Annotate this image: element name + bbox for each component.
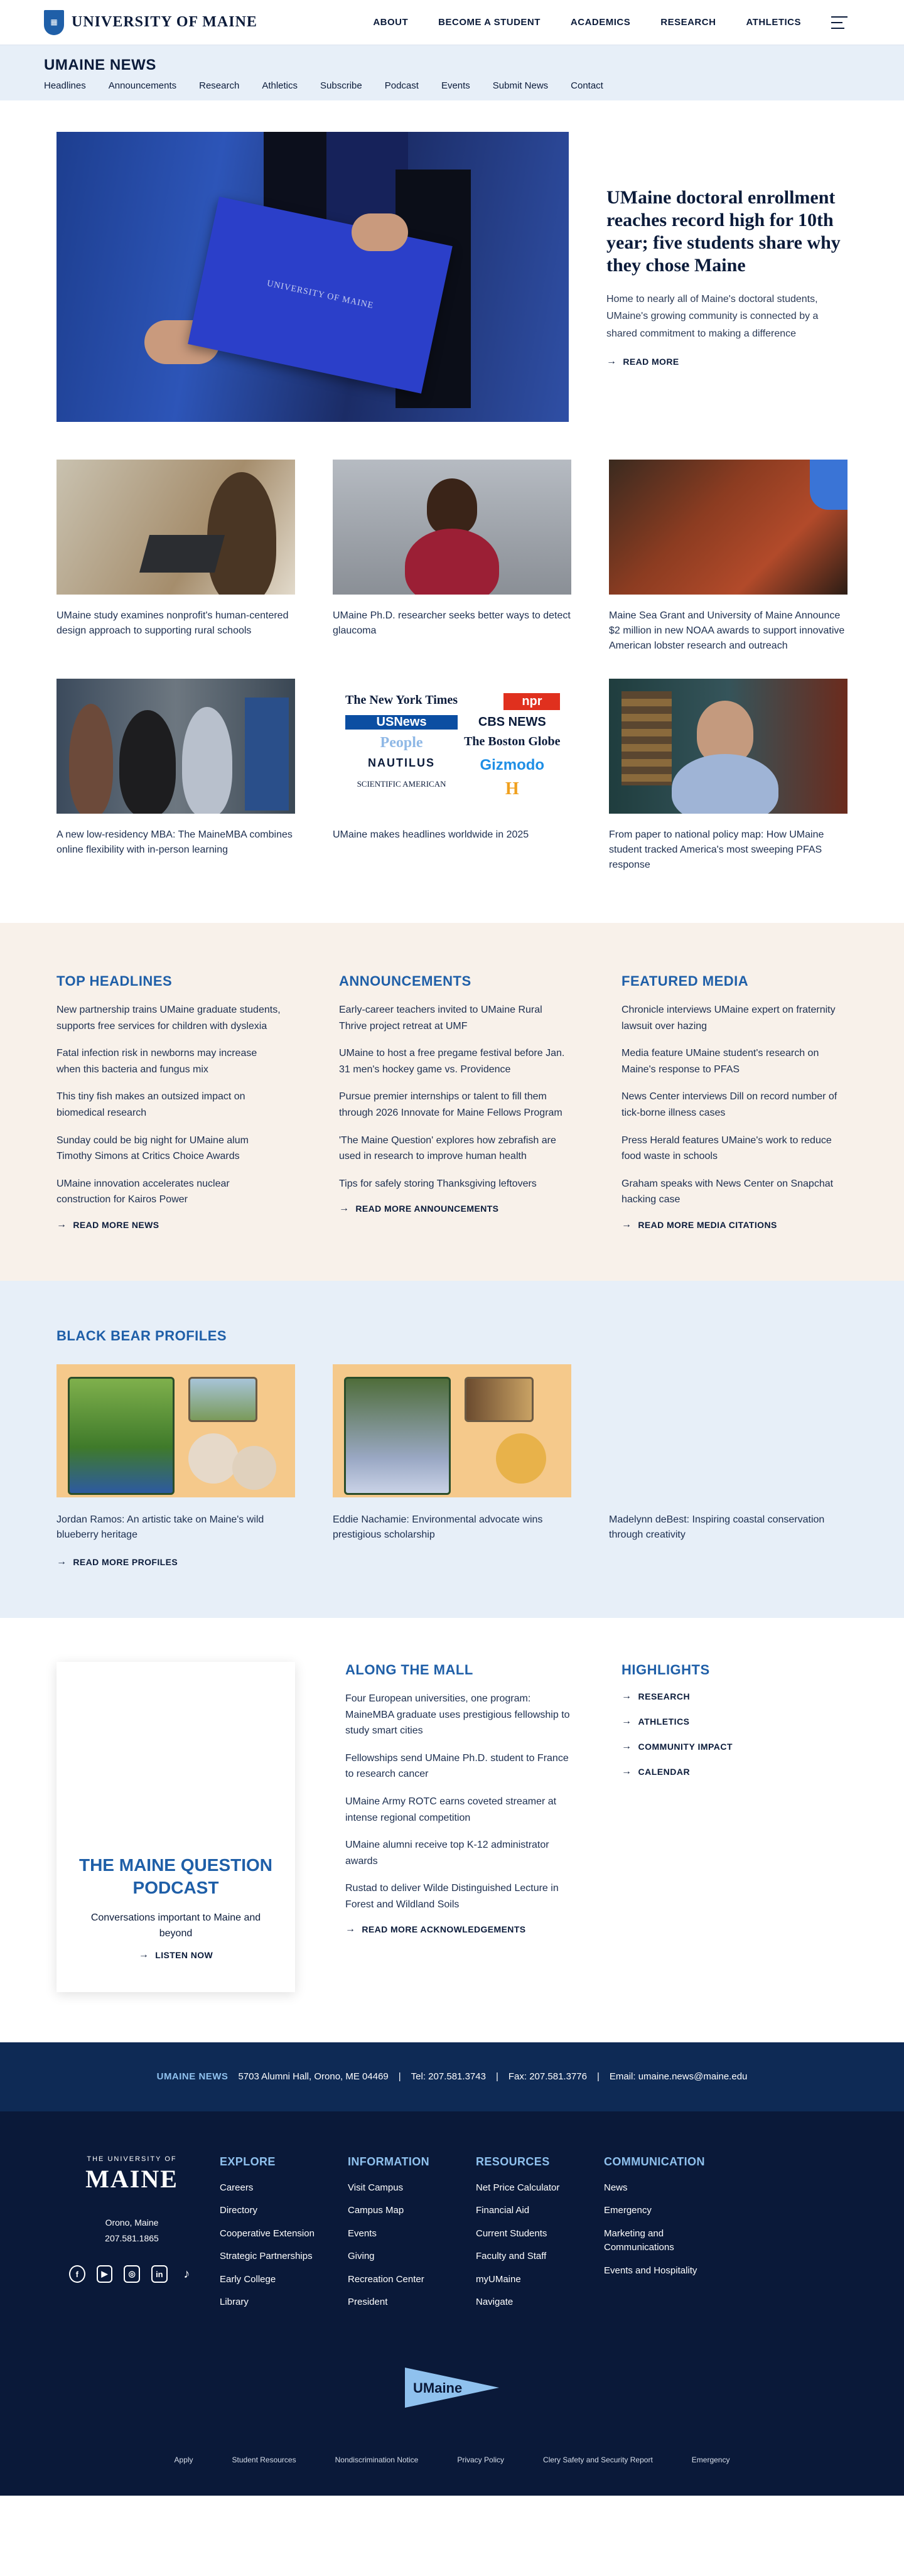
instagram-icon[interactable]: ◎	[124, 2265, 140, 2283]
nav-about[interactable]: ABOUT	[373, 17, 409, 28]
story-image[interactable]	[609, 679, 848, 814]
story-grid	[0, 460, 904, 873]
footer-col-information	[348, 2155, 451, 2319]
arrow-right-icon: →	[138, 1949, 149, 1960]
read-more-label: READ MORE ANNOUNCEMENTS	[355, 1204, 499, 1214]
hero-read-more-link[interactable]	[606, 356, 848, 367]
nav-become-a-student[interactable]: BECOME A STUDENT	[438, 17, 541, 28]
announcements-title[interactable]: ANNOUNCEMENTS	[339, 973, 471, 989]
profile-card[interactable]	[609, 1364, 848, 1543]
highlight-athletics-link[interactable]	[622, 1716, 848, 1727]
media-item[interactable]: Chronicle interviews UMaine expert on fraternity lawsuit over hazing	[622, 1005, 836, 1032]
press-logo: USNews	[345, 715, 458, 730]
announcements-column	[339, 973, 565, 1231]
legal-link[interactable]: Apply	[174, 2455, 193, 2464]
press-logo: CBS NEWS	[478, 715, 546, 729]
top-headlines-title[interactable]: TOP HEADLINES	[56, 973, 173, 989]
contact-brand: UMAINE NEWS	[156, 2071, 229, 2083]
footer-col-title: COMMUNICATION	[604, 2155, 705, 2168]
folder-text: UNIVERSITY OF MAINE	[266, 279, 375, 311]
story-title[interactable]: From paper to national policy map: How UMaine student tracked America's most sweeping PFAS response	[609, 829, 824, 870]
legal-link[interactable]: Privacy Policy	[457, 2455, 505, 2464]
footer-logo-big: MAINE	[85, 2164, 178, 2193]
profile-card[interactable]	[56, 1364, 295, 1543]
nav-athletics[interactable]: ATHLETICS	[746, 17, 801, 28]
story-title[interactable]: UMaine makes headlines worldwide in 2025	[333, 829, 529, 840]
linkedin-icon[interactable]: in	[151, 2265, 168, 2283]
hero-description: Home to nearly all of Maine's doctoral students, UMaine's growing community is connected by a shared commitment to making a difference	[606, 294, 819, 339]
mall-item[interactable]: UMaine Army ROTC earns coveted streamer at intense regional competition	[345, 1796, 557, 1823]
arrow-right-icon: →	[56, 1556, 67, 1567]
footer-col-explore	[220, 2155, 323, 2319]
profile-card[interactable]	[333, 1364, 571, 1543]
arrow-right-icon: →	[622, 1715, 632, 1727]
contact-fax: Fax: 207.581.3776	[508, 2071, 587, 2083]
story-card[interactable]	[333, 679, 571, 873]
press-logo: SCIENTIFIC AMERICAN	[357, 779, 446, 789]
hero-image[interactable]	[56, 132, 569, 422]
podcast-subtitle: Conversations important to Maine and beyond	[90, 1912, 261, 1939]
announcement-item[interactable]: Early-career teachers invited to UMaine Rural Thrive project retreat at UMF	[339, 1005, 542, 1032]
main-nav	[373, 16, 848, 29]
story-image[interactable]	[56, 460, 295, 595]
announcement-item[interactable]: Pursue premier internships or talent to fill them through 2026 Innovate for Maine Fellows Program	[339, 1091, 562, 1118]
footer-link[interactable]: Library	[220, 2297, 249, 2308]
read-more-label: READ MORE NEWS	[73, 1219, 159, 1230]
footer-link[interactable]: Visit Campus	[348, 2182, 404, 2193]
read-more-label: READ MORE MEDIA CITATIONS	[638, 1219, 777, 1230]
footer-link[interactable]: Early College	[220, 2273, 276, 2285]
press-logo: The New York Times	[345, 693, 458, 707]
press-logo: The Boston Globe	[464, 735, 561, 748]
highlight-label: ATHLETICS	[638, 1716, 690, 1727]
announcement-item[interactable]: Tips for safely storing Thanksgiving leftovers	[339, 1178, 537, 1189]
press-logo: People	[380, 735, 423, 751]
read-more-label: READ MORE PROFILES	[73, 1556, 178, 1567]
footer-link[interactable]: Emergency	[604, 2205, 652, 2216]
footer-link[interactable]: Current Students	[476, 2228, 547, 2239]
subnav-podcast[interactable]: Podcast	[384, 80, 419, 91]
black-bear-profiles	[0, 1281, 904, 1618]
story-image[interactable]	[333, 679, 571, 814]
arrow-right-icon: →	[339, 1203, 350, 1214]
footer-link[interactable]: Events and Hospitality	[604, 2265, 697, 2276]
arrow-right-icon: →	[622, 1765, 632, 1777]
mall-item[interactable]: Rustad to deliver Wilde Distinguished Lecture in Forest and Wildland Soils	[345, 1883, 559, 1910]
profile-image[interactable]	[333, 1364, 571, 1497]
highlights-title[interactable]: HIGHLIGHTS	[622, 1661, 710, 1678]
footer-logo[interactable]	[69, 2155, 195, 2194]
news-nav	[44, 80, 860, 91]
footer-link[interactable]: Campus Map	[348, 2205, 404, 2216]
top-headlines-column	[56, 973, 282, 1231]
read-more-announcements-link[interactable]	[339, 1203, 565, 1214]
news-brand[interactable]: UMAINE NEWS	[44, 57, 156, 73]
profile-image[interactable]	[56, 1364, 295, 1497]
announcement-item[interactable]: UMaine to host a free pregame festival before Jan. 31 men's hockey game vs. Providence	[339, 1048, 565, 1075]
story-title[interactable]: UMaine study examines nonprofit's human-centered design approach to supporting rural schools	[56, 610, 289, 636]
read-more-acknowledgements-link[interactable]	[345, 1924, 571, 1935]
footer-link[interactable]: Careers	[220, 2182, 254, 2193]
media-item[interactable]: Media feature UMaine student's research on Maine's response to PFAS	[622, 1048, 819, 1075]
story-card[interactable]	[56, 460, 295, 654]
legal-link[interactable]: Student Resources	[232, 2455, 296, 2464]
subnav-events[interactable]: Events	[441, 80, 470, 91]
university-logo[interactable]	[44, 10, 257, 35]
footer-phone[interactable]: 207.581.1865	[105, 2233, 159, 2244]
footer-brand	[69, 2155, 195, 2319]
podcast-card[interactable]	[56, 1662, 295, 1992]
menu-search-icon[interactable]	[831, 16, 848, 29]
read-more-media-link[interactable]	[622, 1219, 848, 1231]
story-title[interactable]: A new low-residency MBA: The MaineMBA combines online flexibility with in-person learning	[56, 829, 293, 855]
hero-title[interactable]: UMaine doctoral enrollment reaches record high for 10th year; five students share why they chose Maine	[606, 187, 841, 276]
footer-link[interactable]: Net Price Calculator	[476, 2182, 560, 2193]
story-card[interactable]	[333, 460, 571, 654]
footer-link[interactable]: Faculty and Staff	[476, 2251, 547, 2262]
press-logo: npr	[503, 693, 560, 710]
story-title[interactable]: Maine Sea Grant and University of Maine Announce $2 million in new NOAA awards to support innovative American lobster research and outreach	[609, 610, 845, 651]
profile-title[interactable]: Madelynn deBest: Inspiring coastal conservation through creativity	[609, 1514, 825, 1540]
press-logo: H	[505, 779, 519, 799]
shield-icon: ▦	[44, 10, 64, 35]
hero-text	[606, 186, 848, 367]
mall-item[interactable]: Fellowships send UMaine Ph.D. student to France to research cancer	[345, 1752, 569, 1780]
footer-link[interactable]: Strategic Partnerships	[220, 2251, 313, 2262]
subnav-research[interactable]: Research	[199, 80, 240, 91]
press-logo: Gizmodo	[480, 757, 545, 773]
headlines-section	[0, 923, 904, 1281]
separator: |	[596, 2071, 600, 2083]
separator: |	[398, 2071, 401, 2083]
top-header	[0, 0, 904, 45]
story-image[interactable]	[56, 679, 295, 814]
footer-city: Orono, Maine	[105, 2217, 159, 2228]
lower-section	[0, 1618, 904, 2042]
read-more-profiles-link[interactable]	[56, 1556, 848, 1568]
story-image[interactable]	[609, 460, 848, 595]
featured-media-column	[622, 973, 848, 1231]
highlight-community-impact-link[interactable]	[622, 1741, 848, 1752]
nav-academics[interactable]: ACADEMICS	[570, 17, 631, 28]
footer-link[interactable]: Cooperative Extension	[220, 2228, 315, 2239]
contact-bar	[0, 2042, 904, 2111]
footer-col-title: EXPLORE	[220, 2155, 276, 2168]
profile-title[interactable]: Eddie Nachamie: Environmental advocate wins prestigious scholarship	[333, 1514, 543, 1540]
footer-col-communication	[604, 2155, 707, 2319]
subnav-submit-news[interactable]: Submit News	[492, 80, 549, 91]
legal-link[interactable]: Emergency	[691, 2455, 730, 2464]
footer-logo-top: THE UNIVERSITY OF	[87, 2155, 177, 2163]
mall-item[interactable]: UMaine alumni receive top K-12 administrator awards	[345, 1840, 549, 1867]
media-item[interactable]: Press Herald features UMaine's work to reduce food waste in schools	[622, 1134, 832, 1162]
headline-item[interactable]: New partnership trains UMaine graduate students, supports free services for children with dyslexia	[56, 1005, 281, 1032]
subnav-announcements[interactable]: Announcements	[108, 80, 177, 91]
podcast-title[interactable]: THE MAINE QUESTION PODCAST	[78, 1855, 272, 1898]
along-the-mall-column	[345, 1662, 571, 1992]
arrow-right-icon: →	[56, 1219, 67, 1230]
site-footer	[0, 2111, 904, 2496]
profile-title[interactable]: Jordan Ramos: An artistic take on Maine's wild blueberry heritage	[56, 1514, 264, 1540]
umaine-mark-text: UMaine	[413, 2379, 463, 2396]
story-card[interactable]	[56, 679, 295, 873]
press-logos	[333, 679, 571, 814]
announcement-item[interactable]: 'The Maine Question' explores how zebrafish are used in research to improve human health	[339, 1134, 556, 1162]
hero-story	[0, 100, 904, 460]
subnav-subscribe[interactable]: Subscribe	[320, 80, 362, 91]
story-image[interactable]	[333, 460, 571, 595]
footer-link[interactable]: Events	[348, 2228, 377, 2239]
mall-item[interactable]: Four European universities, one program: MaineMBA graduate uses prestigious fellowship to study smart cities	[345, 1693, 570, 1737]
subnav-contact[interactable]: Contact	[571, 80, 603, 91]
nav-research[interactable]: RESEARCH	[660, 17, 716, 28]
footer-link[interactable]: President	[348, 2297, 388, 2308]
tiktok-icon[interactable]: ♪	[183, 2266, 190, 2281]
arrow-right-icon: →	[345, 1924, 356, 1935]
press-logo: NAUTILUS	[368, 757, 436, 769]
footer-link[interactable]: News	[604, 2182, 628, 2193]
footer-link[interactable]: Giving	[348, 2251, 375, 2262]
social-links	[69, 2265, 195, 2283]
highlight-label: COMMUNITY IMPACT	[638, 1741, 733, 1752]
highlights-column	[622, 1662, 848, 1992]
highlight-label: RESEARCH	[638, 1691, 691, 1701]
profiles-title[interactable]: BLACK BEAR PROFILES	[56, 1327, 227, 1344]
logo-text: UNIVERSITY OF MAINE	[72, 14, 257, 30]
media-item[interactable]: Graham speaks with News Center on Snapchat hacking case	[622, 1178, 834, 1205]
headline-item[interactable]: UMaine innovation accelerates nuclear construction for Kairos Power	[56, 1178, 230, 1205]
subnav-headlines[interactable]: Headlines	[44, 80, 86, 91]
footer-link[interactable]: Recreation Center	[348, 2273, 424, 2285]
highlight-research-link[interactable]	[622, 1691, 848, 1702]
along-the-mall-title[interactable]: ALONG THE MALL	[345, 1661, 473, 1678]
youtube-icon[interactable]: ▶	[97, 2265, 113, 2283]
news-subheader	[0, 45, 904, 100]
read-more-label: READ MORE	[623, 356, 679, 367]
story-card[interactable]	[609, 679, 848, 873]
story-card[interactable]	[609, 460, 848, 654]
footer-link[interactable]: Directory	[220, 2205, 258, 2216]
footer-col-title: INFORMATION	[348, 2155, 430, 2168]
listen-now-label: LISTEN NOW	[155, 1949, 213, 1960]
legal-links	[0, 2455, 904, 2464]
arrow-right-icon: →	[622, 1690, 632, 1701]
facebook-icon[interactable]: f	[69, 2265, 85, 2283]
listen-now-link[interactable]	[139, 1949, 213, 1961]
headline-item[interactable]: Sunday could be big night for UMaine alum Timothy Simons at Critics Choice Awards	[56, 1134, 249, 1162]
headline-item[interactable]: This tiny fish makes an outsized impact on biomedical research	[56, 1091, 245, 1118]
footer-col-title: RESOURCES	[476, 2155, 550, 2168]
footer-col-resources	[476, 2155, 579, 2319]
headline-item[interactable]: Fatal infection risk in newborns may increase when this bacteria and fungus mix	[56, 1048, 257, 1075]
featured-media-title[interactable]: FEATURED MEDIA	[622, 973, 749, 989]
arrow-right-icon: →	[622, 1219, 632, 1230]
footer-link[interactable]: myUMaine	[476, 2273, 521, 2285]
footer-link[interactable]: Marketing and Communications	[604, 2228, 674, 2253]
contact-email[interactable]: Email: umaine.news@maine.edu	[609, 2071, 748, 2083]
highlight-calendar-link[interactable]	[622, 1766, 848, 1777]
story-title[interactable]: UMaine Ph.D. researcher seeks better ways to detect glaucoma	[333, 610, 571, 636]
read-more-label: READ MORE ACKNOWLEDGEMENTS	[362, 1924, 526, 1935]
legal-link[interactable]: Nondiscrimination Notice	[335, 2455, 419, 2464]
contact-address: 5703 Alumni Hall, Orono, ME 04469	[238, 2071, 389, 2083]
footer-link[interactable]: Financial Aid	[476, 2205, 530, 2216]
footer-link[interactable]: Navigate	[476, 2297, 514, 2308]
highlight-label: CALENDAR	[638, 1766, 691, 1777]
subnav-athletics[interactable]: Athletics	[262, 80, 298, 91]
umaine-pennant-logo[interactable]	[402, 2363, 502, 2413]
separator: |	[495, 2071, 498, 2083]
arrow-right-icon: →	[622, 1740, 632, 1752]
media-item[interactable]: News Center interviews Dill on record number of tick-borne illness cases	[622, 1091, 837, 1118]
contact-tel[interactable]: Tel: 207.581.3743	[411, 2071, 486, 2083]
arrow-right-icon: →	[606, 355, 617, 367]
read-more-news-link[interactable]	[56, 1219, 282, 1231]
legal-link[interactable]: Clery Safety and Security Report	[543, 2455, 653, 2464]
